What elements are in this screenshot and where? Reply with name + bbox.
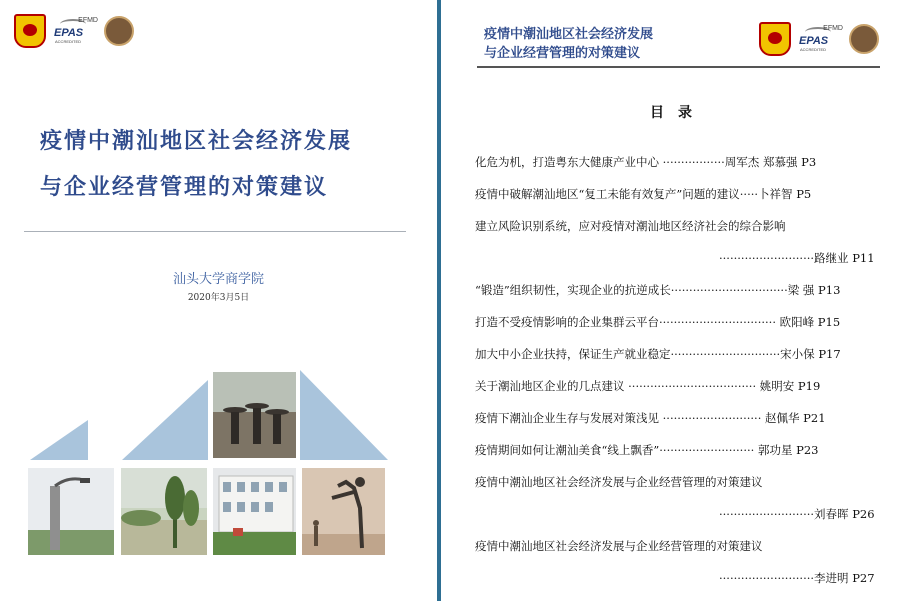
cover-divider [24,231,406,232]
toc-logos [759,22,879,56]
toc-page [441,0,915,601]
lake-trees-photo [121,468,207,555]
cover-date: 2020年3月5日 [187,293,250,303]
cover-title [40,118,420,210]
toc-header-divider [477,66,880,68]
triangle-small [30,420,88,460]
efmd-epas-logo-icon: EFMD EPAS ACCREDITED [799,25,843,52]
toc-entry[interactable]: 疫情中破解潮汕地区“复工未能有效复产”问题的建议·····卜祥智 P5 [475,187,812,201]
streetlamp-photo [28,468,114,555]
university-shield-icon [14,14,46,48]
toc-entry[interactable]: 疫情期间如何让潮汕美食“线上飘香”·························· 郭功星 P23 [475,443,819,457]
cover-title-line2: 与企业经营管理的对策建议 [40,174,329,200]
toc-header-line2: 与企业经营管理的对策建议 [484,46,641,61]
toc-entry-continuation[interactable]: ··························刘春晖 P26 [719,507,875,521]
cover-title-line1: 疫情中潮汕地区社会经济发展 [40,128,353,154]
toc-entry[interactable]: 疫情中潮汕地区社会经济发展与企业经营管理的对策建议 [475,539,763,553]
cover-school: 汕头大学商学院 [172,272,264,287]
cover-logos [14,14,134,48]
efmd-epas-logo-icon: EFMD EPAS ACCREDITED [54,17,98,44]
toc-entry[interactable]: 加大中小企业扶持，保证生产就业稳定······························宋小保 P17 [475,347,841,361]
university-shield-icon [759,22,791,56]
toc-entry[interactable]: 疫情下潮汕企业生存与发展对策浅见 ··························· 赵佩华 P21 [475,411,826,425]
toc-header-title [484,25,653,63]
triangle-right [300,370,388,460]
toc-entry[interactable]: 关于潮汕地区企业的几点建议 ··································· 姚明安 P19 [475,379,821,393]
toc-entry[interactable]: 建立风险识别系统，应对疫情对潮汕地区经济社会的综合影响 [475,219,786,233]
wire-sculpture-photo [302,468,385,555]
toc-header-line1: 疫情中潮汕地区社会经济发展 [484,27,654,42]
toc-entry-continuation[interactable]: ··························路继业 P11 [719,251,875,265]
toc-heading: 目录 [650,105,706,121]
triangle-medium [122,380,208,460]
toc-entry[interactable]: “锻造”组织韧性，实现企业的抗逆成长································梁 强 P13 [475,283,841,297]
toc-entry[interactable]: 打造不受疫情影响的企业集群云平台································ 欧阳峰 P15 [475,315,841,329]
accreditation-badge-icon [104,16,134,46]
cover-page [0,0,438,601]
toc-entry-continuation[interactable]: ··························李进明 P27 [719,571,875,585]
toc-entry[interactable]: 化危为机，打造粤东大健康产业中心 ·················周军杰 郑慕强 P3 [475,155,817,169]
campus-building-photo [213,468,296,555]
accreditation-badge-icon [849,24,879,54]
toc-entry[interactable]: 疫情中潮汕地区社会经济发展与企业经营管理的对策建议 [475,475,763,489]
sculpture-group-photo [213,372,296,458]
